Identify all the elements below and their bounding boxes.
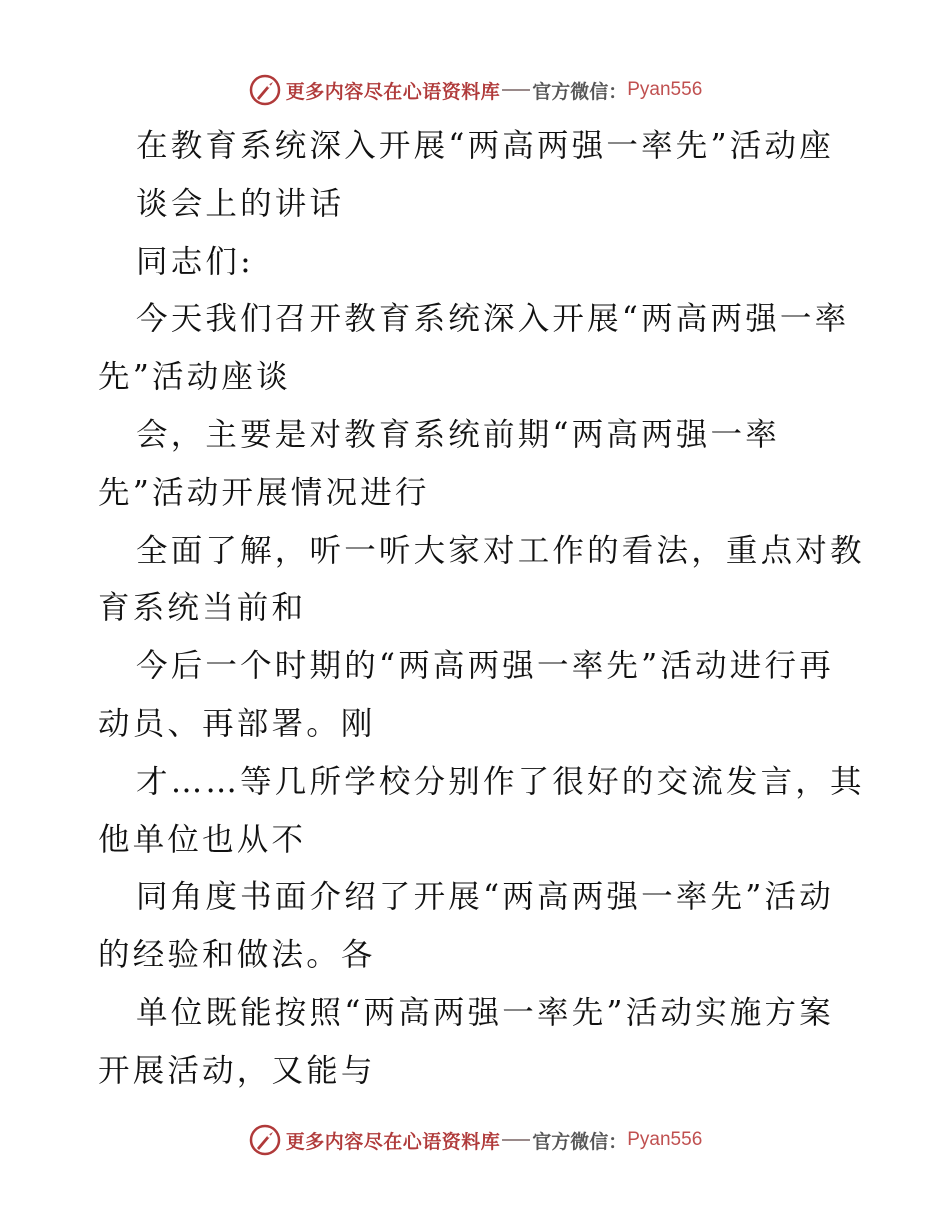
paragraph-line: 单位既能按照“两高两强一率先”活动实施方案	[136, 994, 834, 1031]
paragraph-line: 育系统当前和	[98, 590, 307, 627]
paragraph-line: 先”活动座谈	[98, 359, 291, 396]
header-banner	[0, 70, 950, 110]
banner-wechat-label: 官方微信：	[532, 1130, 628, 1153]
paragraph-line: 动员、再部署。刚	[98, 705, 376, 742]
banner-text: 更多内容尽在心语资料库	[285, 80, 501, 103]
document-title-line-2: 谈会上的讲话	[136, 185, 345, 222]
footer-banner	[0, 1120, 950, 1160]
pen-nib-logo-icon	[248, 73, 282, 107]
salutation: 同志们:	[136, 243, 254, 280]
paragraph-line: 同角度书面介绍了开展“两高两强一率先”活动	[136, 879, 834, 916]
paragraph-line: 才……等几所学校分别作了很好的交流发言，其	[136, 763, 865, 800]
banner-wechat-id: Pyan556	[627, 79, 703, 100]
document-title-line-1: 在教育系统深入开展“两高两强一率先”活动座	[136, 128, 834, 164]
banner-wechat-label: 官方微信：	[532, 80, 628, 103]
banner-dash	[502, 89, 530, 91]
paragraph-line: 全面了解，听一听大家对工作的看法，重点对教	[136, 532, 865, 569]
banner-dash	[502, 1139, 530, 1141]
paragraph-line: 会，主要是对教育系统前期“两高两强一率	[136, 416, 780, 453]
banner-wechat-id: Pyan556	[627, 1129, 703, 1150]
paragraph-line: 先”活动开展情况进行	[98, 474, 430, 511]
paragraph-line: 的经验和做法。各	[98, 937, 376, 974]
paragraph-line: 开展活动，又能与	[98, 1052, 376, 1089]
document-body	[98, 118, 865, 1101]
banner-text: 更多内容尽在心语资料库	[285, 1130, 501, 1153]
paragraph-line: 今天我们召开教育系统深入开展“两高两强一率	[136, 301, 850, 338]
pen-nib-logo-icon	[248, 1123, 282, 1157]
paragraph-line: 他单位也从不	[98, 821, 307, 858]
paragraph-line: 今后一个时期的“两高两强一率先”活动进行再	[136, 648, 834, 685]
